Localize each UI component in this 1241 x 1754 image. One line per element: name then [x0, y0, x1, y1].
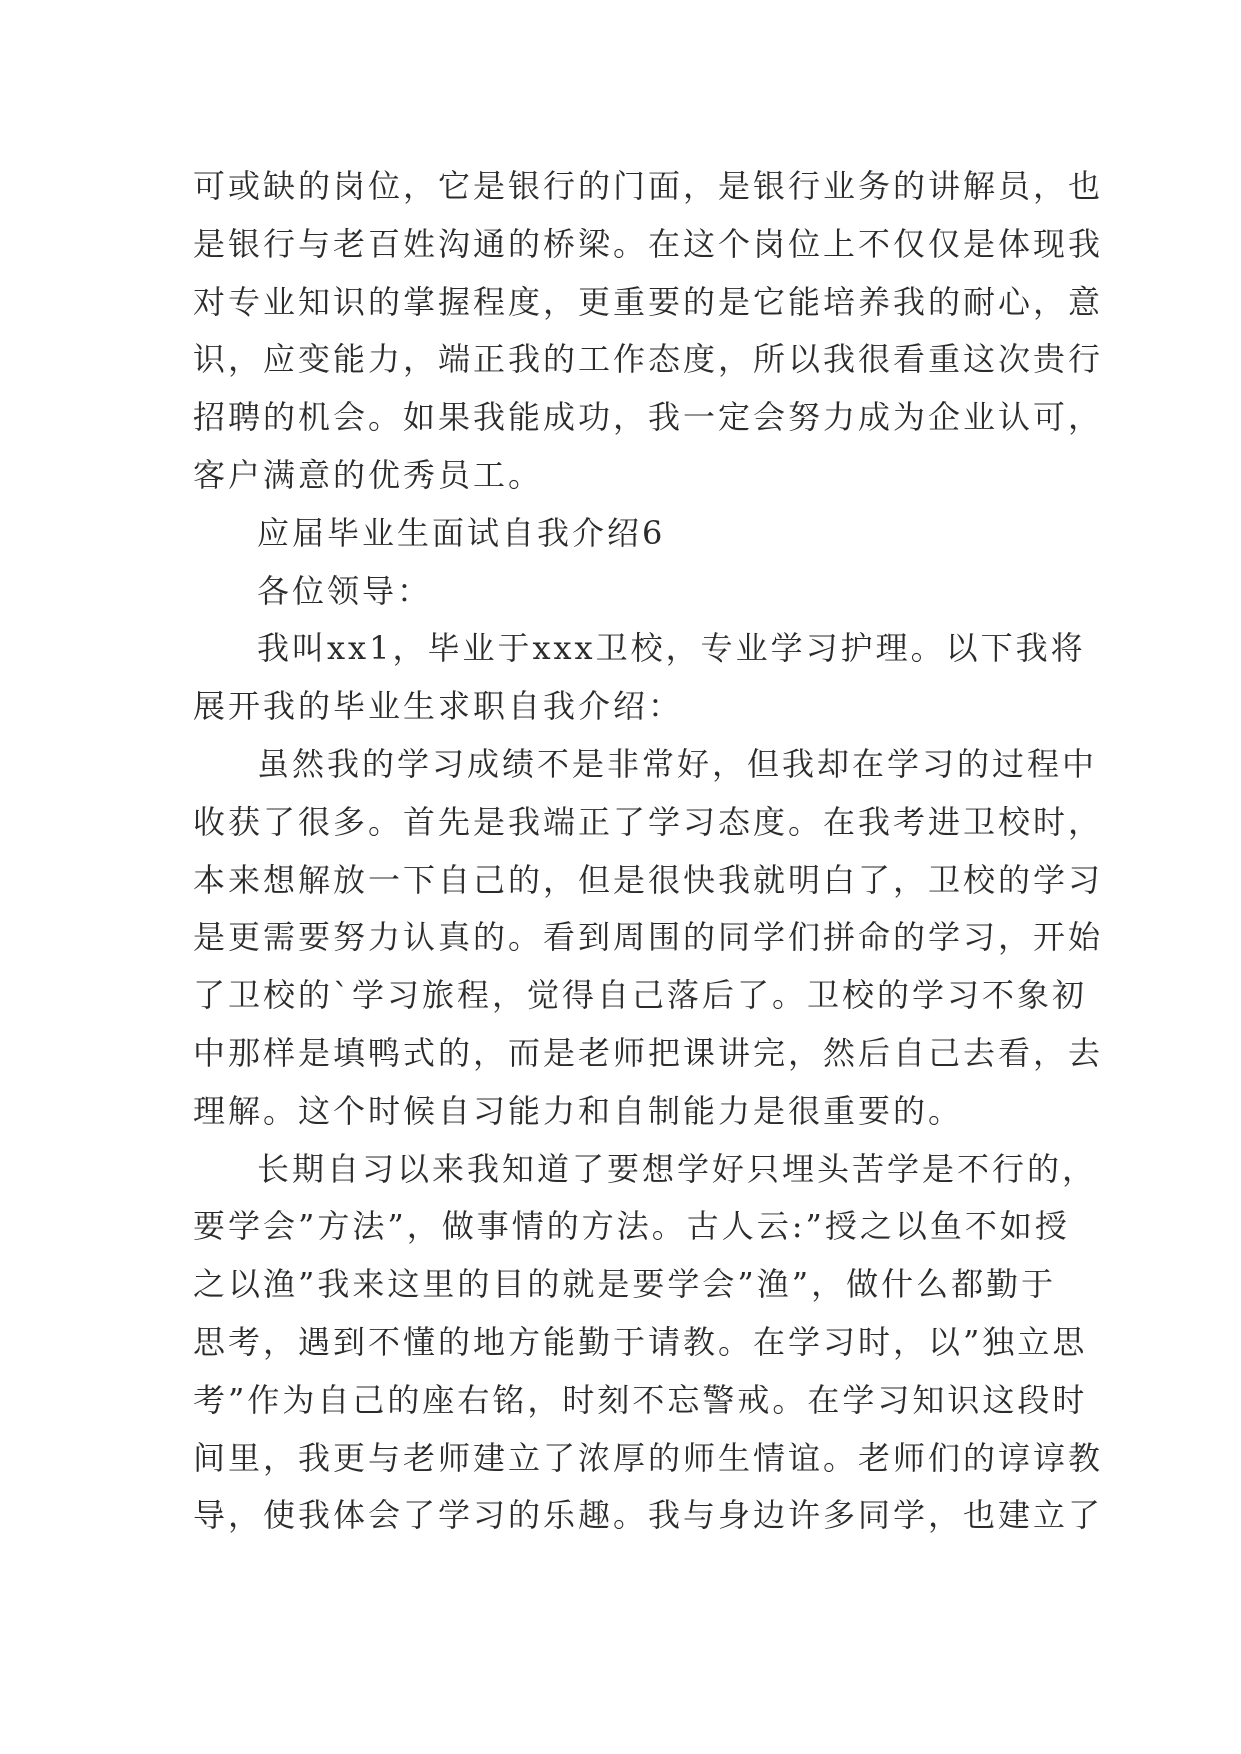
text-line: 间里，我更与老师建立了浓厚的师生情谊。老师们的谆谆教 — [193, 1438, 1104, 1477]
text-line: 可或缺的岗位，它是银行的门面，是银行业务的讲解员，也 — [193, 167, 1104, 205]
text-line: 招聘的机会。如果我能成功，我一定会努力成为企业认可， — [193, 398, 1104, 437]
text-line: 是更需要努力认真的。看到周围的同学们拼命的学习，开始 — [193, 918, 1104, 957]
body-text — [193, 158, 1104, 1545]
text-line: 识，应变能力，端正我的工作态度，所以我很看重这次贵行 — [193, 340, 1104, 379]
text-line: 展开我的毕业生求职自我介绍： — [193, 687, 684, 726]
text-line: 客户满意的优秀员工。 — [193, 455, 544, 494]
text-line: 之以渔”我来这里的目的就是要学会”渔”，做什么都勤于 — [193, 1265, 1057, 1304]
text-line: 收获了很多。首先是我端正了学习态度。在我考进卫校时， — [193, 802, 1104, 841]
section-heading: 应届毕业生面试自我介绍6 — [257, 513, 666, 552]
text-line: 本来想解放一下自己的，但是很快我就明白了，卫校的学习 — [193, 860, 1104, 899]
text-line: 导，使我体会了学习的乐趣。我与身边许多同学，也建立了 — [193, 1496, 1104, 1535]
text-line: 我叫xx1，毕业于xxx卫校，专业学习护理。以下我将 — [257, 629, 1086, 668]
text-line: 理解。这个时候自习能力和自制能力是很重要的。 — [193, 1091, 964, 1130]
text-line: 是银行与老百姓沟通的桥梁。在这个岗位上不仅仅是体现我 — [193, 224, 1104, 263]
salutation: 各位领导： — [257, 571, 433, 610]
text-line: 中那样是填鸭式的，而是老师把课讲完，然后自己去看，去 — [193, 1033, 1104, 1072]
text-line: 对专业知识的掌握程度，更重要的是它能培养我的耐心，意 — [193, 282, 1104, 321]
text-line: 了卫校的`学习旅程，觉得自己落后了。卫校的学习不象初 — [193, 976, 1088, 1015]
text-line: 考”作为自己的座右铭，时刻不忘警戒。在学习知识这段时 — [193, 1380, 1088, 1419]
text-line: 虽然我的学习成绩不是非常好，但我却在学习的过程中 — [257, 744, 1098, 783]
text-line: 要学会”方法”，做事情的方法。古人云:”授之以鱼不如授 — [193, 1207, 1070, 1246]
text-line: 长期自习以来我知道了要想学好只埋头苦学是不行的， — [257, 1149, 1098, 1188]
text-line: 思考，遇到不懂的地方能勤于请教。在学习时，以”独立思 — [193, 1322, 1088, 1361]
